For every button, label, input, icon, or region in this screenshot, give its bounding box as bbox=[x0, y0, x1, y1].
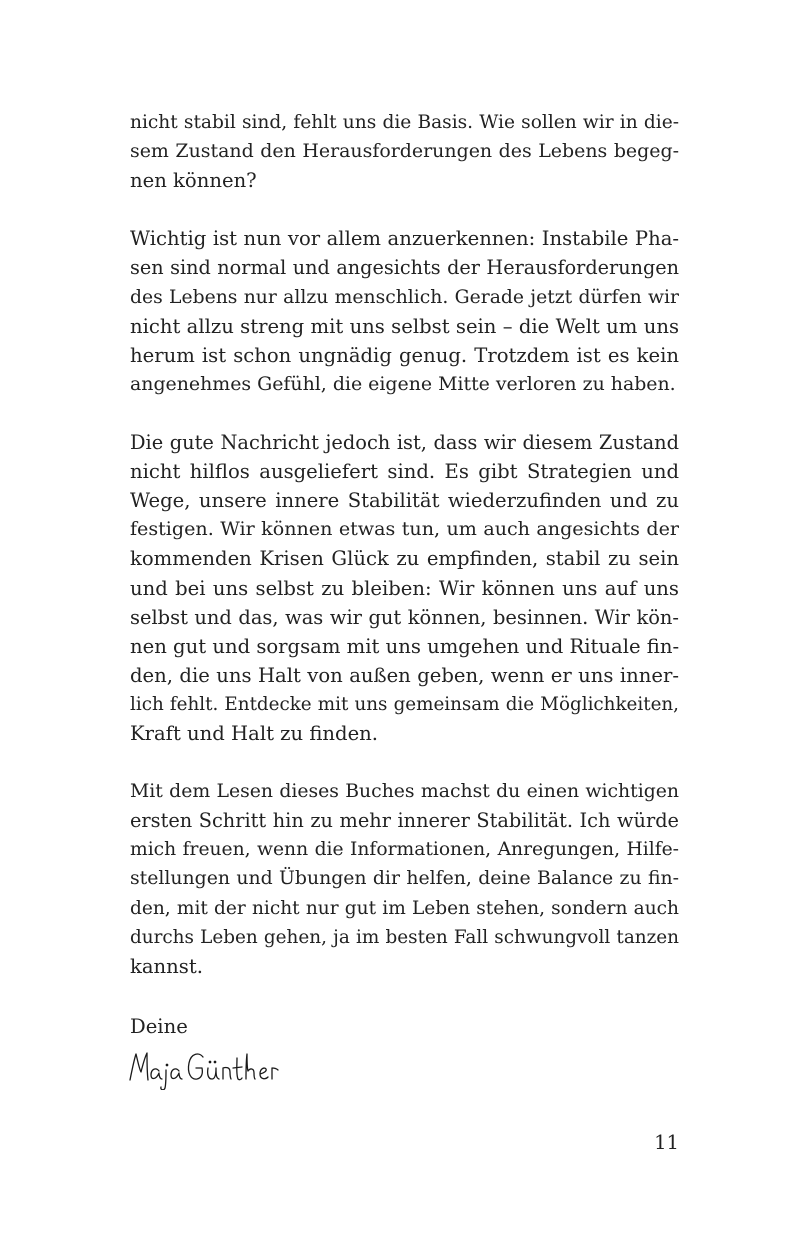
body-text bbox=[130, 108, 679, 1010]
text-line: Mit dem Lesen dieses Buches machst du einen wichtigen bbox=[130, 781, 679, 803]
handwritten-signature bbox=[127, 1046, 287, 1090]
text-line: Die gute Nachricht jedoch ist, dass wir diesem Zustand bbox=[130, 431, 679, 455]
text-line: nen gut und sorgsam mit uns umgehen und Rituale fin- bbox=[130, 634, 680, 658]
text-line: nicht hilflos ausgeliefert sind. Es gibt Strategien und bbox=[130, 460, 679, 484]
text-line: nicht allzu streng mit uns selbst sein – die Welt um uns bbox=[130, 314, 679, 338]
text-line: den, die uns Halt von außen geben, wenn er uns inner- bbox=[130, 663, 679, 687]
text-line: angenehmes Gefühl, die eigene Mitte verloren zu haben. bbox=[130, 372, 676, 395]
text-line: ersten Schritt hin zu mehr innerer Stabilität. Ich würde bbox=[130, 809, 679, 833]
paragraph-4 bbox=[130, 777, 679, 981]
text-line: lich fehlt. Entdecke mit uns gemeinsam die Möglichkeiten, bbox=[130, 693, 679, 715]
paragraph-2 bbox=[130, 224, 679, 399]
text-line: Wichtig ist nun vor allem anzuerkennen: Instabile Pha- bbox=[130, 227, 679, 251]
text-line: sem Zustand den Herausforderungen des Lebens begeg- bbox=[130, 140, 679, 163]
text-line: sen sind normal und angesichts der Herausforderungen bbox=[130, 256, 679, 280]
text-line: kommenden Krisen Glück zu empfinden, stabil zu sein bbox=[130, 547, 679, 571]
paragraph-3 bbox=[130, 428, 679, 748]
paragraph-1 bbox=[130, 108, 679, 195]
text-line: selbst und das, was wir gut können, besinnen. Wir kön- bbox=[130, 605, 679, 629]
text-line: stellungen und Übungen dir helfen, deine Balance zu fin- bbox=[130, 868, 679, 890]
text-line: nicht stabil sind, fehlt uns die Basis. Wie sollen wir in die- bbox=[130, 112, 679, 133]
text-line: den, mit der nicht nur gut im Leben stehen, sondern auch bbox=[130, 897, 679, 919]
closing-salutation: Deine bbox=[130, 1015, 188, 1038]
text-line: und bei uns selbst zu bleiben: Wir können uns auf uns bbox=[130, 576, 679, 600]
text-line: mich freuen, wenn die Informationen, Anregungen, Hilfe- bbox=[130, 839, 679, 861]
text-line: nen können? bbox=[130, 169, 257, 193]
text-line: Kraft und Halt zu finden. bbox=[130, 721, 379, 745]
page-number: 11 bbox=[654, 1131, 679, 1154]
text-line: herum ist schon ungnädig genug. Trotzdem ist es kein bbox=[130, 343, 679, 367]
text-line: des Lebens nur allzu menschlich. Gerade jetzt dürfen wir bbox=[130, 286, 679, 308]
text-line: kannst. bbox=[130, 954, 203, 978]
text-line: festigen. Wir können etwas tun, um auch angesichts der bbox=[130, 518, 679, 541]
text-line: Wege, unsere innere Stabilität wiederzufinden und zu bbox=[130, 489, 679, 513]
text-line: durchs Leben gehen, ja im besten Fall schwungvoll tanzen bbox=[130, 926, 679, 948]
